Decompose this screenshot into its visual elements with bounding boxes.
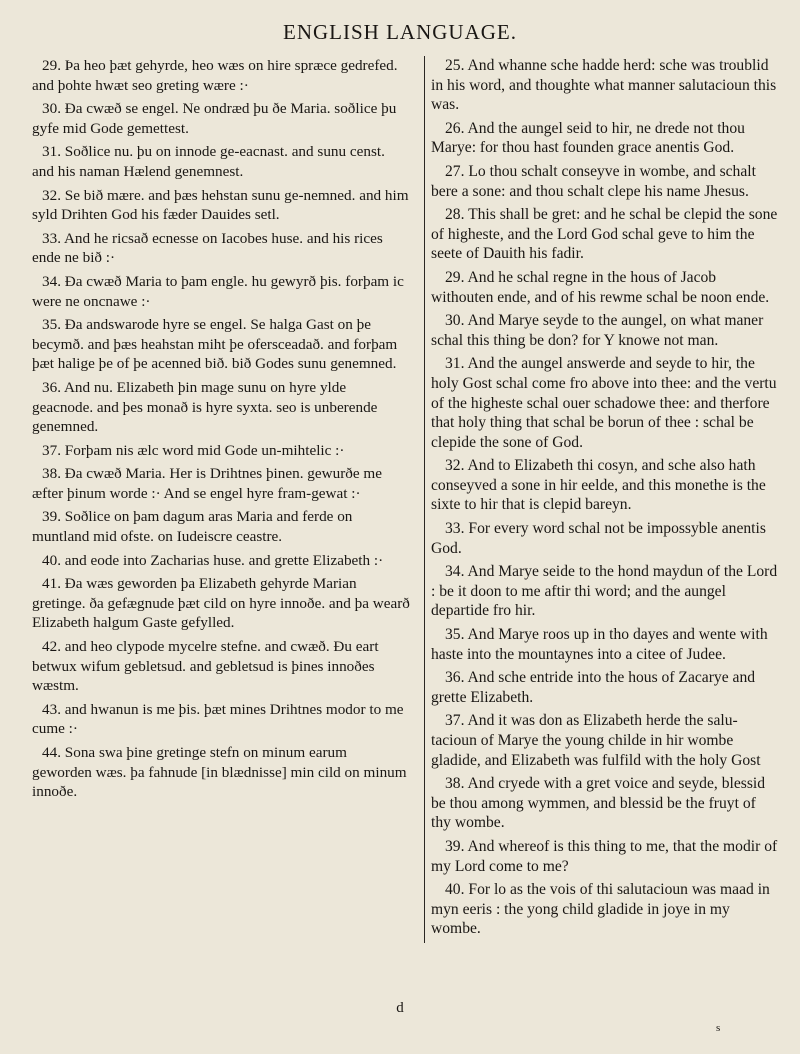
verse: 38. Ða cwæð Maria. Her is Drihtnes þinen. gewurðe me æfter þinum worde :· And se engel hyre fram-gewat :·	[32, 465, 382, 502]
verse: 34. Ða cwæð Maria to þam engle. hu gewyrð þis. forþam ic were ne oncnawe :·	[32, 272, 404, 310]
verse: 28. This shall be gret: and he schal be clepid the sone of higheste, and the Lord God schal geve to him the seete of Dauith his fadir.	[431, 206, 778, 263]
verse: 40. For lo as the vois of thi salutacioun was maad in myn eeris : the yong child gladide in joye in my wombe.	[431, 881, 770, 938]
footer-mark: s	[716, 1022, 721, 1034]
verse: 42. and heo clypode mycelre stefne. and cwæð. Ðu eart betwux wifum gebletsud. and gebletsud is þines innoðes wæstm.	[32, 638, 379, 695]
verse: 37. Forþam nis ælc word mid Gode un-mihtelic :·	[42, 441, 345, 459]
signature-mark: d	[396, 1000, 404, 1016]
verse: 31. Soðlice nu. þu on innode ge-eacnast. and sunu censt. and his naman Hælend genemnest.	[32, 143, 385, 180]
verse: 25. And whanne sche hadde herd: sche was troublid in his word, and thoughte what manner salutacioun this was.	[431, 57, 777, 114]
verse: 26. And the aungel seid to hir, ne drede not thou Marye: for thou hast founden grace anentis God.	[431, 119, 745, 157]
verse: 40. and eode into Zacharias huse. and grette Elizabeth :·	[42, 551, 384, 569]
verse: 27. Lo thou schalt conseyve in wombe, and schalt bere a sone: and thou schalt clepe his name Jhesus.	[431, 162, 756, 200]
verse: 33. And he ricsað ecnesse on Iacobes huse. and his rices ende ne bið :·	[32, 229, 383, 267]
verse: 34. And Marye seide to the hond maydun of the Lord : be it doon to me aftir thi word; and the aungel departide fro hir.	[431, 563, 778, 620]
verse: 39. Soðlice on þam dagum aras Maria and ferde on muntland mid ofste. on Iudeiscre ceastre.	[32, 508, 353, 546]
verse: 39. And whereof is this thing to me, that the modir of my Lord come to me?	[431, 837, 778, 875]
page-header: ENGLISH LANGUAGE.	[283, 20, 517, 44]
verse: 35. And Marye roos up in tho dayes and wente with haste into the mountaynes into a citee of Judee.	[431, 626, 768, 663]
verse: 29. Þa heo þæt gehyrde, heo wæs on hire spræce gedrefed. and þohte hwæt seo greting wære :·	[32, 57, 398, 94]
verse: 29. And he schal regne in the hous of Jacob withouten ende, and of his rewme schal be noon ende.	[431, 268, 770, 306]
verse: 36. And nu. Elizabeth þin mage sunu on hyre ylde geacnode. and þes monað is hyre syxta. seo is unberende genemned.	[32, 378, 378, 436]
verse: 31. And the aungel answerde and seyde to hir, the holy Gost schal come fro above into thee: and the vertu of the higheste schal ouer schadowe thee: and therfore that holy thing that schal be borun of thee : schal be clepide the sone of God.	[431, 355, 777, 451]
verse: 36. And sche entride into the hous of Zacarye and grette Elizabeth.	[431, 669, 756, 706]
verse: 32. Se bið mære. and þæs hehstan sunu ge-nemned. and him syld Drihten God his fæder Dauides setl.	[32, 186, 409, 224]
verse: 38. And cryede with a gret voice and seyde, blessid be thou among wymmen, and blessid be the fruyt of thy wombe.	[431, 775, 766, 832]
verse: 41. Ða wæs geworden þa Elizabeth gehyrde Marian gretinge. ða gefægnude þæt cild on hyre innoðe. and þa wearð Elizabeth halgum Gaste gefylled.	[32, 575, 410, 632]
verse: 37. And it was don as Elizabeth herde the salu-tacioun of Marye the young childe in hir wombe gladide, and Elizabeth was fulfild with the holy Gost	[431, 712, 761, 769]
wycliffe-column	[424, 56, 779, 943]
verse: 33. For every word schal not be impossyble anentis God.	[431, 520, 766, 557]
verse: 44. Sona swa þine gretinge stefn on minum earum geworden wæs. þa fahnude [in blædnisse] min cild on minum innoðe.	[32, 744, 407, 801]
anglo-saxon-column	[32, 56, 410, 806]
verse: 30. And Marye seyde to the aungel, on what maner schal this thing be don? for Y knowe not man.	[431, 312, 764, 349]
verse: 35. Ða andswarode hyre se engel. Se halga Gast on þe becymð. and þæs heahstan miht þe ofersceadað. and forþam þæt halige þe of þe acenned bið. bið Godes sunu genemned.	[32, 316, 398, 373]
verse: 32. And to Elizabeth thi cosyn, and sche also hath conseyved a sone in hir eelde, and this monethe is the sixte to hir that is clepid bareyn.	[431, 457, 766, 514]
verse: 43. and hwanun is me þis. þæt mines Drihtnes modor to me cume :·	[32, 700, 404, 738]
verse: 30. Ða cwæð se engel. Ne ondræd þu ðe Maria. soðlice þu gyfe mid Gode gemettest.	[32, 100, 397, 137]
